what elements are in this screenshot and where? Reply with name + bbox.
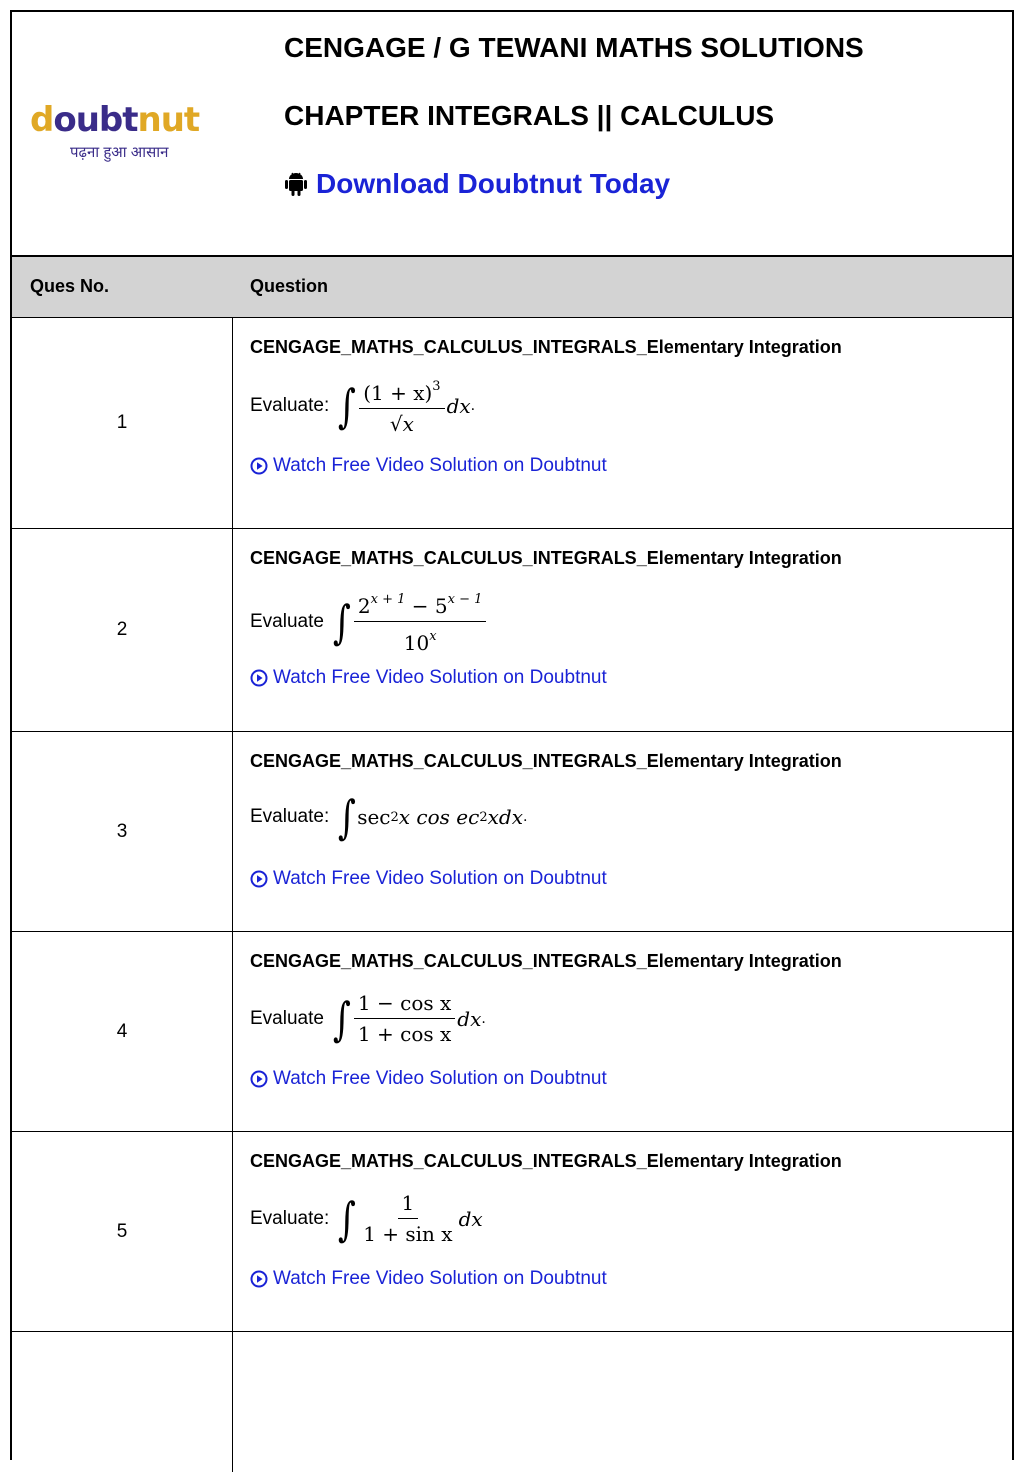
question-number: 1 (116, 412, 128, 433)
question-number: 3 (116, 821, 128, 842)
math-term: sec (357, 805, 391, 829)
table-row (12, 529, 1012, 732)
question-number: 4 (116, 1021, 128, 1042)
numerator-term: − 5 (405, 594, 448, 618)
table-row (12, 732, 1012, 932)
table-row (12, 1132, 1012, 1332)
document-page (10, 10, 1014, 1460)
fraction (354, 587, 486, 656)
numerator: 1 − cos x (354, 990, 455, 1019)
question-prompt: Evaluate: (250, 806, 330, 827)
differential: dx (446, 393, 471, 418)
question-category: CENGAGE_MATHS_CALCULUS_INTEGRALS_Elementary Integration (250, 751, 842, 771)
integral-sign: ∫ (338, 378, 357, 433)
column-header-question: Question (250, 276, 329, 296)
download-app-link[interactable] (284, 167, 670, 201)
question-prompt: Evaluate: (250, 1207, 330, 1229)
question-category: CENGAGE_MATHS_CALCULUS_INTEGRALS_Elementary Integration (250, 951, 842, 971)
exponent: x − 1 (447, 592, 483, 607)
integral-sign: ∫ (332, 991, 351, 1046)
video-solution-link[interactable] (250, 868, 607, 890)
differential: dx (458, 1206, 483, 1231)
question-category: CENGAGE_MATHS_CALCULUS_INTEGRALS_Elementary Integration (250, 337, 842, 357)
denominator: 1 + sin x (363, 1222, 453, 1246)
math-expression (330, 587, 488, 656)
question-text (250, 790, 528, 844)
integral-sign: ∫ (338, 1191, 357, 1246)
differential: dx (457, 1006, 482, 1031)
question-text (250, 587, 488, 656)
question-prompt: Evaluate (250, 1007, 324, 1029)
math-expression: ∫ sec 2 x cos ec 2 xdx . (338, 790, 528, 844)
page-header (12, 12, 1012, 258)
exponent: x + 1 (370, 592, 406, 607)
table-row-empty (12, 1332, 1012, 1472)
exponent: 2 (390, 809, 399, 825)
play-circle-icon (250, 669, 268, 687)
table-row (12, 932, 1012, 1132)
question-number: 2 (116, 619, 128, 640)
numerator-term: 2 (357, 594, 371, 618)
fraction (359, 1190, 456, 1247)
denominator: 1 + cos x (357, 1022, 452, 1046)
video-solution-link[interactable] (250, 455, 607, 477)
question-number: 5 (116, 1221, 128, 1242)
math-expression: ∫ $\frac{\text{1 − cos x}}{\text{1 + cos x}}$ dx . (332, 991, 486, 1046)
video-link-label: Watch Free Video Solution on Doubtnut (273, 667, 607, 688)
video-link-label: Watch Free Video Solution on Doubtnut (273, 455, 607, 476)
question-prompt: Evaluate: (250, 394, 330, 416)
numerator: (1 + x) (363, 381, 433, 405)
chapter-title: CHAPTER INTEGRALS || CALCULUS (284, 100, 775, 131)
fraction (359, 374, 444, 437)
video-solution-link[interactable] (250, 1268, 607, 1290)
table-header-row (12, 257, 1012, 318)
video-link-label: Watch Free Video Solution on Doubtnut (273, 868, 607, 889)
question-category: CENGAGE_MATHS_CALCULUS_INTEGRALS_Elementary Integration (250, 548, 842, 568)
denominator: √x (389, 412, 414, 436)
logo-wordmark: doubtnut (30, 100, 200, 140)
download-label: Download Doubtnut Today (316, 168, 671, 199)
video-solution-link[interactable] (250, 667, 607, 689)
exponent: x (429, 629, 437, 644)
logo-tagline: पढ़ना हुआ आसान (70, 144, 169, 161)
math-expression: ∫ $\frac{(1 + x)^3}{√x}$ dx . (335, 374, 475, 437)
question-category: CENGAGE_MATHS_CALCULUS_INTEGRALS_Elementary Integration (250, 1151, 842, 1171)
play-circle-icon (250, 1270, 268, 1288)
question-text (250, 1190, 483, 1247)
video-link-label: Watch Free Video Solution on Doubtnut (273, 1068, 607, 1089)
question-prompt: Evaluate (250, 610, 324, 632)
question-text (250, 990, 486, 1047)
math-expression (335, 1190, 482, 1247)
denominator: 10 (403, 631, 430, 655)
integral-sign: ∫ (338, 790, 357, 844)
math-term: xdx (487, 805, 523, 829)
questions-table (12, 257, 1012, 1472)
fraction (354, 990, 455, 1047)
book-title: CENGAGE / G TEWANI MATHS SOLUTIONS (284, 32, 864, 63)
doubtnut-logo[interactable] (30, 100, 230, 170)
video-link-label: Watch Free Video Solution on Doubtnut (273, 1268, 607, 1289)
column-header-qno: Ques No. (30, 276, 110, 296)
table-row (12, 318, 1012, 529)
exponent: 3 (432, 379, 441, 394)
play-circle-icon (250, 457, 268, 475)
math-term: x cos ec (398, 805, 480, 829)
android-icon (284, 171, 308, 197)
play-circle-icon (250, 1070, 268, 1088)
question-text (250, 374, 475, 437)
integral-sign: ∫ (332, 594, 351, 649)
numerator: 1 (398, 1190, 419, 1219)
exponent: 2 (479, 809, 488, 825)
video-solution-link[interactable] (250, 1068, 607, 1090)
play-circle-icon (250, 870, 268, 888)
